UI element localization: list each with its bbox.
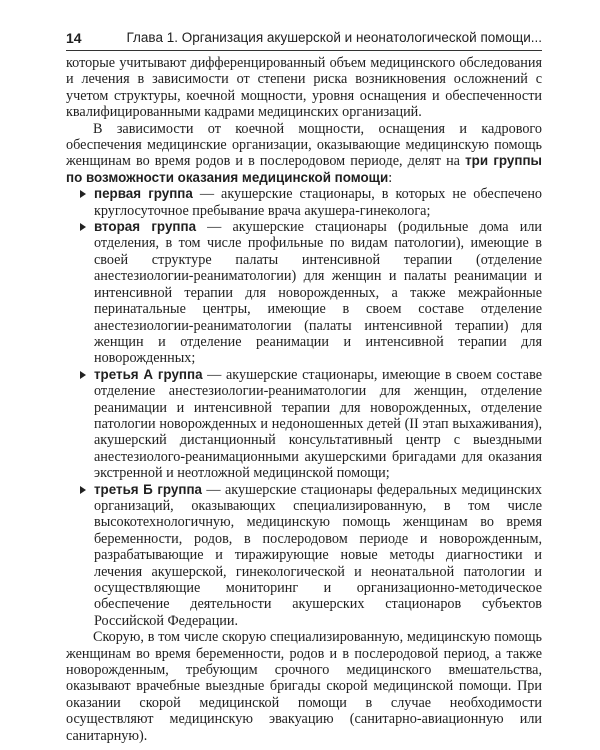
- triangle-bullet-icon: [80, 371, 86, 379]
- list-item-group-3a: [94, 367, 542, 482]
- triangle-bullet-icon: [80, 223, 86, 231]
- group-description: — акушерские стационары федеральных медицинских организаций, оказывающих специализированную, в том числе высокотехнологичную, медицинскую помощь женщинам во время беременности, родов, в послеродовом периоде и новорожденным, разрабатывающие и тиражирующие новые методы диагностики и лечения акушерской, гинекологической и неонатальной патологии и осуществляющие мониторинг и организационно-методическое обеспечение деятельности акушерских стационаров субъектов Российской Федерации.: [94, 481, 542, 629]
- group-term: третья А группа: [94, 366, 203, 382]
- paragraph-continuation: которые учитывают дифференцированный объем медицинского обследования и лечения в зависимости от степени риска возникновения осложнений с учетом структуры, коечной мощности, уровня оснащения и обеспеченности квалифицированными кадрами медицинских организаций.: [66, 55, 542, 121]
- list-item-group-3b: [94, 482, 542, 630]
- list-item-group-1: [94, 186, 542, 219]
- group-term: вторая группа: [94, 219, 197, 235]
- group-description: — акушерские стационары, имеющие в своем составе отделение анестезиологии-реаниматологии для женщин, отделение реанимации и интенсивной терапии для новорожденных, отделение патологии новорожденных и недоношенных детей (II этап выхаживания), акушерский дистанционный консультативный центр с выездными анестезиолого-реанимационными акушерскими бригадами для оказания экстренной и неотложной медицинской помощи;: [94, 366, 542, 482]
- triangle-bullet-icon: [80, 190, 86, 198]
- group-description: — акушерские стационары (родильные дома или отделения, в том числе профильные по видам патологии), имеющие в своей структуре палаты интенсивной терапии (отделение анестезиологии-реаниматологии) для женщин и палаты реанимации и интенсивной терапии для новорожденных, а также межрайонные перинатальные центры, имеющие в своем составе отделение анестезиологии-реаниматологии (палаты интенсивной терапии) для женщин и отделение реанимации и интенсивной терапии для новорожденных;: [94, 219, 542, 367]
- group-term: третья Б группа: [94, 481, 202, 497]
- header-rule: [66, 50, 542, 51]
- list-item-group-2: [94, 219, 542, 367]
- groups-list: [66, 186, 542, 629]
- running-title: Глава 1. Организация акушерской и неонатологической помощи...: [126, 30, 542, 45]
- page-number: 14: [66, 30, 82, 46]
- triangle-bullet-icon: [80, 486, 86, 494]
- intro-colon: :: [388, 169, 393, 186]
- paragraph-emergency-care: Скорую, в том числе скорую специализированную, медицинскую помощь женщинам во время беременности, родов и в послеродовой период, а также новорожденным, требующим срочного медицинского вмешательства, оказывают врачебные выездные бригады скорой медицинской помощи. При оказании скорой медицинской помощи в случае необходимости осуществляют медицинскую эвакуацию (санитарно-авиационную или санитарную).: [66, 629, 542, 744]
- intro-text: В зависимости от коечной мощности, оснащения и кадрового обеспечения медицинские организации, оказывающие медицинскую помощь женщинам во время родов и в послеродовом периоде, делят на: [66, 120, 542, 170]
- paragraph-groups-intro: [66, 121, 542, 187]
- group-term: первая группа: [94, 186, 193, 202]
- group-description: — акушерские стационары, в которых не обеспечено круглосуточное пребывание врача акушера-гинеколога;: [94, 186, 542, 219]
- running-head: [66, 30, 542, 50]
- page-body: [66, 55, 542, 744]
- intro-bold-text: три группы по возможности оказания медицинской помощи: [66, 153, 542, 185]
